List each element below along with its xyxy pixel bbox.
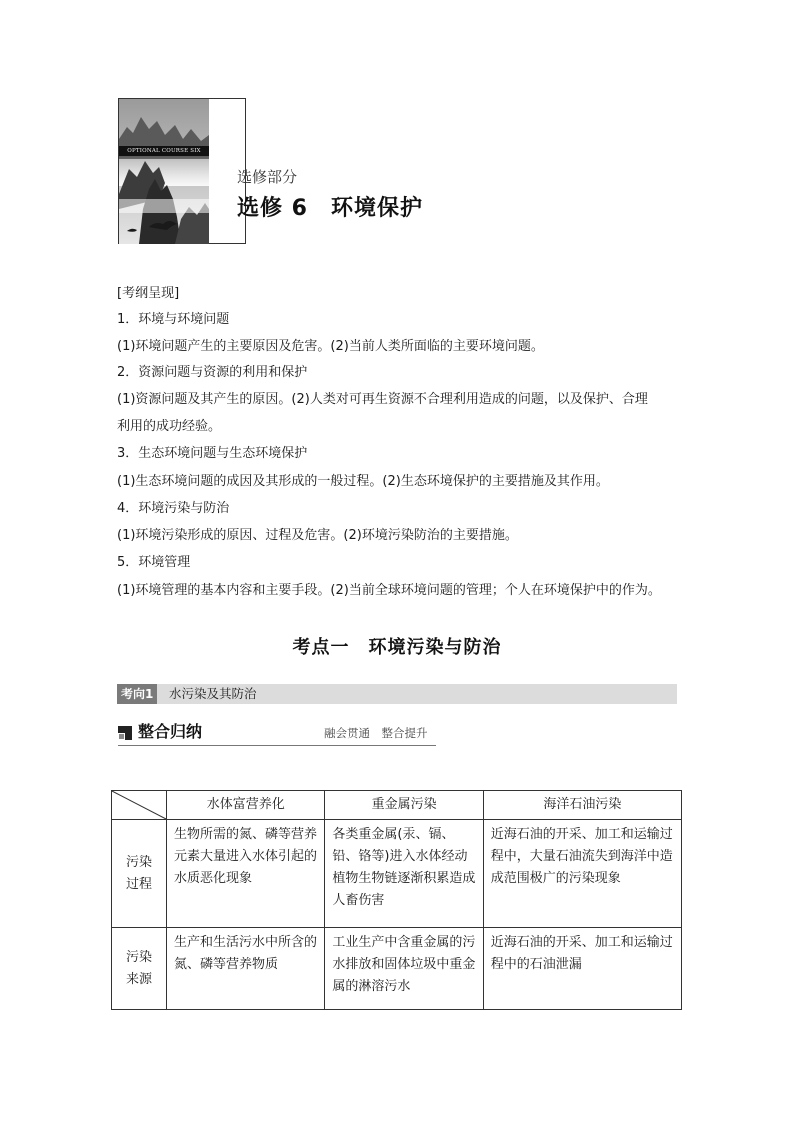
table-cell: 各类重金属(汞、镉、铅、铬等)进入水体经动植物生物链逐渐积累造成人畜伤害	[325, 820, 483, 928]
integrate-title: 整合归纳	[138, 722, 203, 741]
table-header-row	[112, 791, 682, 820]
direction-tag: 考向1	[117, 684, 157, 704]
syllabus-line: (1)环境管理的基本内容和主要手段。(2)当前全球环境问题的管理；个人在环境保护中的作为。	[117, 583, 661, 598]
syllabus-line: (1)生态环境问题的成因及其形成的一般过程。(2)生态环境保护的主要措施及其作用。	[117, 474, 609, 489]
syllabus-line: (1)环境污染形成的原因、过程及危害。(2)环境污染防治的主要措施。	[117, 528, 518, 543]
syllabus-heading: [考纲呈现]	[117, 286, 180, 301]
column-header: 水体富营养化	[167, 791, 325, 820]
table-cell: 生产和生活污水中所含的氮、磷等营养物质	[167, 928, 325, 1010]
row-header	[112, 928, 167, 1010]
table-cell: 近海石油的开采、加工和运输过程中，大量石油流失到海洋中造成范围极广的污染现象	[483, 820, 681, 928]
syllabus-line: (1)资源问题及其产生的原因。(2)人类对可再生资源不合理利用造成的问题，以及保护、合理	[117, 392, 648, 407]
row-header-line: 污染	[125, 949, 152, 965]
syllabus-line: (1)环境问题产生的主要原因及危害。(2)当前人类所面临的主要环境问题。	[117, 339, 544, 354]
integrate-subtitle: 融会贯通 整合提升	[324, 726, 428, 740]
syllabus-line: 1．环境与环境问题	[117, 312, 230, 327]
divider	[118, 745, 436, 746]
section-title: 选修 6 环境保护	[237, 196, 423, 221]
direction-bar	[117, 684, 677, 704]
cover-caption: OPTIONAL COURSE SIX	[119, 146, 209, 156]
topic-heading: 考点一 环境污染与防治	[292, 637, 502, 658]
square-bullet-icon	[118, 725, 132, 739]
row-header	[112, 820, 167, 928]
syllabus-line: 利用的成功经验。	[117, 419, 222, 434]
syllabus-line: 2．资源问题与资源的利用和保护	[117, 365, 308, 380]
cover-landscape-image	[119, 99, 209, 244]
table-cell: 工业生产中含重金属的污水排放和固体垃圾中重金属的淋溶污水	[325, 928, 483, 1010]
syllabus-line: 3．生态环境问题与生态环境保护	[117, 446, 308, 461]
column-header: 重金属污染	[325, 791, 483, 820]
mountain-illustration	[119, 99, 209, 244]
row-header-line: 来源	[125, 971, 152, 987]
syllabus-line: 4．环境污染与防治	[117, 501, 230, 516]
table-row	[112, 820, 682, 928]
column-header: 海洋石油污染	[483, 791, 681, 820]
table-row	[112, 928, 682, 1010]
direction-text: 水污染及其防治	[169, 686, 257, 701]
syllabus-line: 5．环境管理	[117, 555, 191, 570]
table-cell: 近海石油的开采、加工和运输过程中的石油泄漏	[483, 928, 681, 1010]
pollution-comparison-table	[111, 790, 682, 1010]
section-label: 选修部分	[237, 168, 298, 186]
diagonal-line	[112, 791, 166, 819]
table-corner-cell	[112, 791, 167, 820]
row-header-line: 污染	[125, 854, 152, 870]
row-header-line: 过程	[125, 876, 152, 892]
table-cell: 生物所需的氮、磷等营养元素大量进入水体引起的水质恶化现象	[167, 820, 325, 928]
